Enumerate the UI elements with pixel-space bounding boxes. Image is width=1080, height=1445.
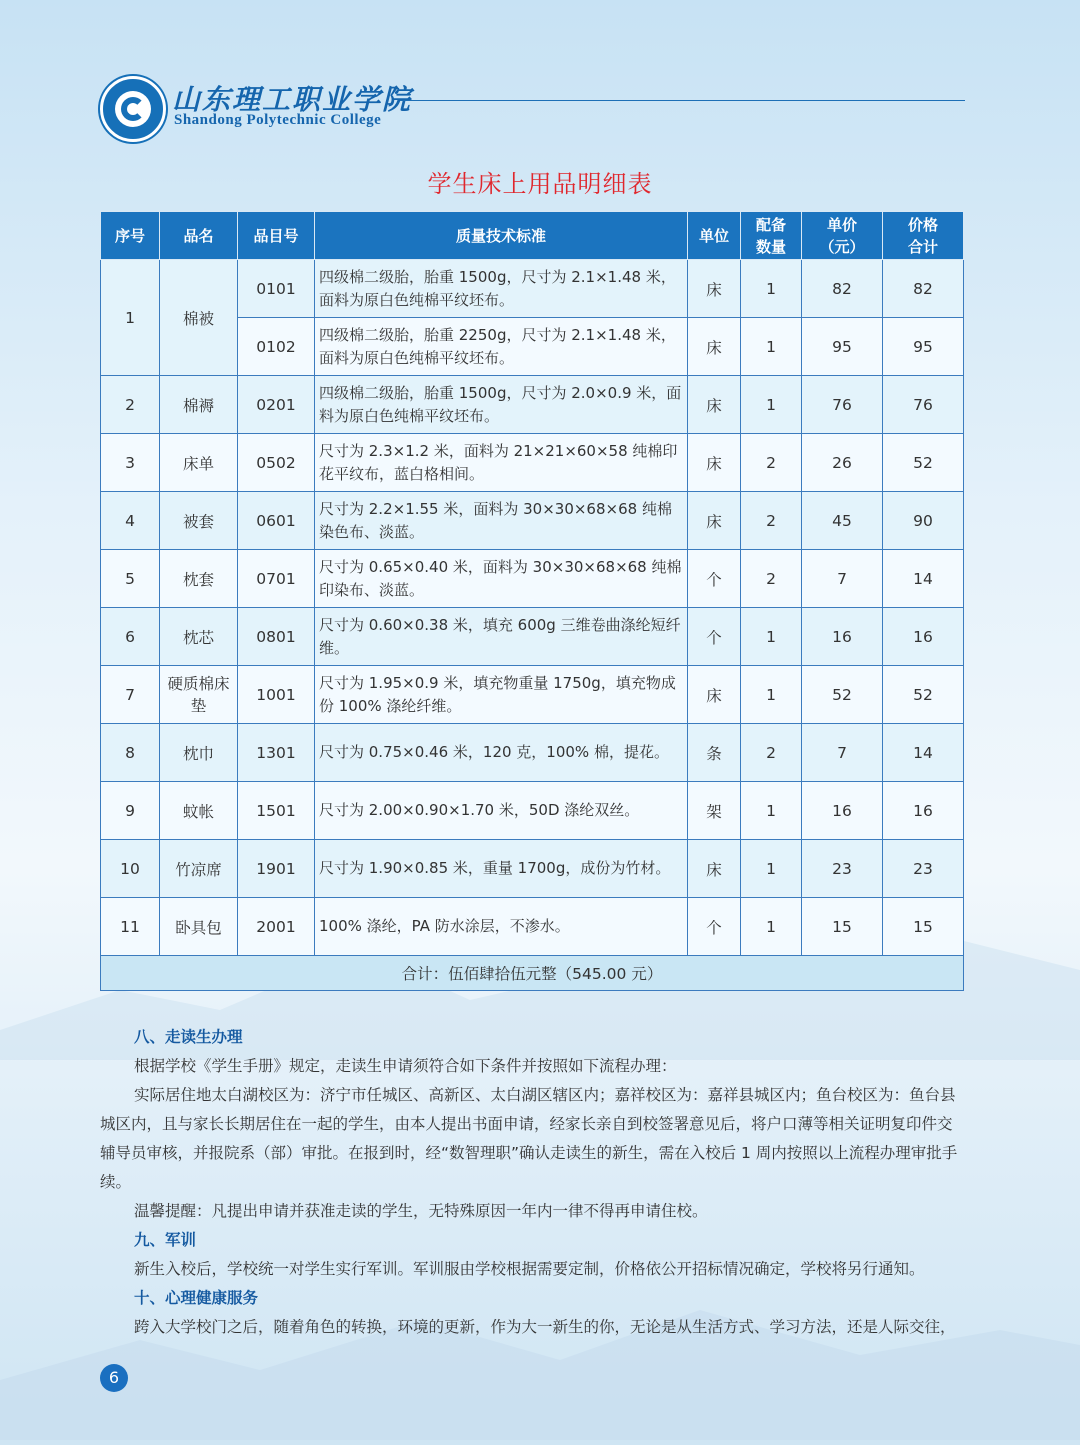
paragraph: 跨入大学校门之后，随着角色的转换，环境的更新，作为大一新生的你，无论是从生活方式、学习方法，还是人际交往， bbox=[134, 1318, 956, 1336]
table-row: 8 枕巾 1301 尺寸为 0.75×0.46 米，120 克，100% 棉，提花。 条 2 7 14 bbox=[101, 724, 964, 782]
paragraph: 新生入校后，学校统一对学生实行军训。军训服由学校根据需要定制，价格依公开招标情况确定，学校将另行通知。 bbox=[134, 1260, 925, 1278]
table-row: 9 蚊帐 1501 尺寸为 2.00×0.90×1.70 米，50D 涤纶双丝。 架 1 16 16 bbox=[101, 782, 964, 840]
col-header-price: 单价 （元） bbox=[802, 212, 883, 260]
col-header-name: 品名 bbox=[160, 212, 238, 260]
college-name-cn: 山东理工职业学院 bbox=[172, 83, 413, 116]
table-total: 合计：伍佰肆拾伍元整（545.00 元） bbox=[101, 956, 964, 991]
col-header-total: 价格 合计 bbox=[883, 212, 964, 260]
paragraph: 温馨提醒：凡提出申请并获准走读的学生，无特殊原因一年内一律不得再申请住校。 bbox=[134, 1202, 708, 1220]
table-row: 7 硬质棉床垫 1001 尺寸为 1.95×0.9 米，填充物重量 1750g，填充物成份 100% 涤纶纤维。 床 1 52 52 bbox=[101, 666, 964, 724]
page-number: 6 bbox=[100, 1364, 128, 1392]
college-logo bbox=[100, 76, 166, 142]
bedding-items-table bbox=[100, 211, 964, 991]
section-heading: 八、走读生办理 bbox=[134, 1028, 243, 1046]
table-row: 11 卧具包 2001 100% 涤纶，PA 防水涂层，不渗水。 个 1 15 15 bbox=[101, 898, 964, 956]
body-text bbox=[100, 1023, 966, 1342]
table-row: 3 床单 0502 尺寸为 2.3×1.2 米，面料为 21×21×60×58 纯棉印花平纹布，蓝白格相间。 床 2 26 52 bbox=[101, 434, 964, 492]
paragraph: 实际居住地太白湖校区为：济宁市任城区、高新区、太白湖区辖区内；嘉祥校区为：嘉祥县城区内；鱼台校区为：鱼台县城区内，且与家长长期居住在一起的学生，由本人提出书面申请，经家长亲自到校签署意见后，将户口薄等相关证明复印件交辅导员审核，并报院系（部）审批。在报到时，经“数智理职”确认走读生的新生，需在入校后 1 周内按照以上流程办理审批手续。 bbox=[100, 1086, 958, 1191]
col-header-qty: 配备 数量 bbox=[741, 212, 802, 260]
table-title: 学生床上用品明细表 bbox=[427, 170, 653, 198]
table-row: 0102 四级棉二级胎，胎重 2250g，尺寸为 2.1×1.48 米，面料为原白色纯棉平纹坯布。 床 1 95 95 bbox=[101, 318, 964, 376]
col-header-standard: 质量技术标准 bbox=[315, 212, 688, 260]
col-header-unit: 单位 bbox=[688, 212, 741, 260]
table-row: 4 被套 0601 尺寸为 2.2×1.55 米，面料为 30×30×68×68 纯棉染色布、淡蓝。 床 2 45 90 bbox=[101, 492, 964, 550]
paragraph: 根据学校《学生手册》规定，走读生申请须符合如下条件并按照如下流程办理： bbox=[134, 1057, 677, 1075]
table-row: 5 枕套 0701 尺寸为 0.65×0.40 米，面料为 30×30×68×68 纯棉印染布、淡蓝。 个 2 7 14 bbox=[101, 550, 964, 608]
table-row: 6 枕芯 0801 尺寸为 0.60×0.38 米，填充 600g 三维卷曲涤纶短纤维。 个 1 16 16 bbox=[101, 608, 964, 666]
table-row: 2 棉褥 0201 四级棉二级胎，胎重 1500g，尺寸为 2.0×0.9 米，面料为原白色纯棉平纹坯布。 床 1 76 76 bbox=[101, 376, 964, 434]
table-row: 10 竹凉席 1901 尺寸为 1.90×0.85 米，重量 1700g，成份为竹材。 床 1 23 23 bbox=[101, 840, 964, 898]
college-name-en: Shandong Polytechnic College bbox=[174, 112, 382, 128]
section-heading: 十、心理健康服务 bbox=[134, 1289, 259, 1307]
table-header-row bbox=[101, 212, 964, 260]
table-total-row bbox=[101, 956, 964, 991]
header-divider bbox=[400, 100, 965, 101]
page-header bbox=[100, 74, 970, 138]
col-header-seq: 序号 bbox=[101, 212, 160, 260]
section-heading: 九、军训 bbox=[134, 1231, 197, 1249]
col-header-code: 品目号 bbox=[238, 212, 315, 260]
table-row: 1 棉被 0101 四级棉二级胎，胎重 1500g，尺寸为 2.1×1.48 米，面料为原白色纯棉平纹坯布。 床 1 82 82 bbox=[101, 260, 964, 318]
